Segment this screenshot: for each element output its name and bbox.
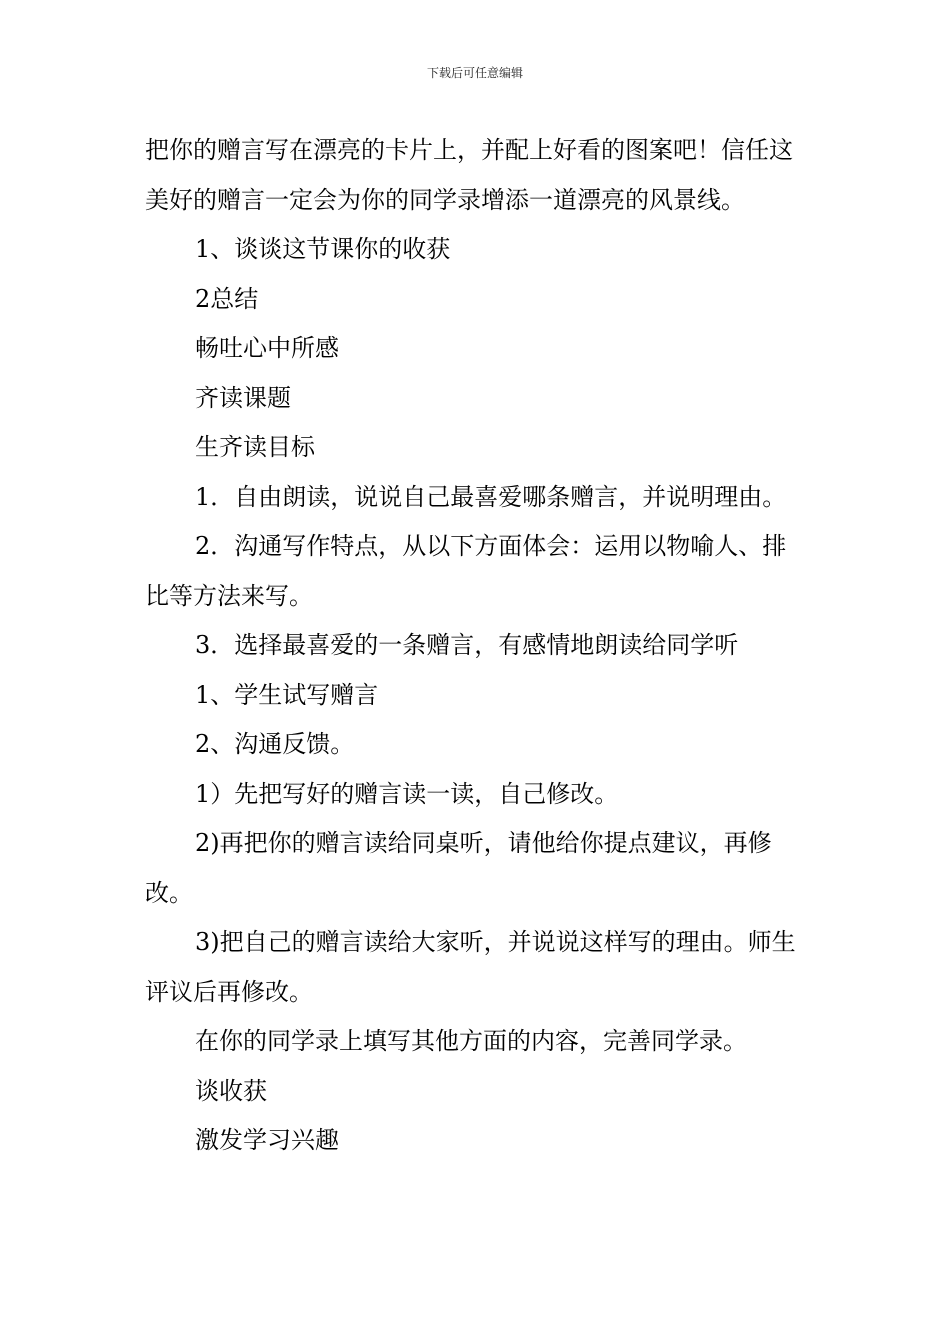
paragraph: 齐读课题 bbox=[195, 383, 291, 412]
paragraph: 激发学习兴趣 bbox=[195, 1126, 339, 1154]
paragraph: 3)把自己的赠言读给大家听，并说说这样写的理由。师生评议后再修改。 bbox=[145, 928, 796, 1006]
paragraph: 在你的同学录上填写其他方面的内容，完善同学录。 bbox=[195, 1027, 747, 1055]
document-body bbox=[145, 126, 810, 1166]
paragraph: 3．选择最喜爱的一条赠言，有感情地朗读给同学听 bbox=[195, 631, 739, 659]
paragraph: 2．沟通写作特点，从以下方面体会：运用以物喻人、排比等方法来写。 bbox=[145, 532, 787, 610]
paragraph: 2、沟通反馈。 bbox=[195, 730, 355, 758]
paragraph: 把你的赠言写在漂亮的卡片上，并配上好看的图案吧！信任这美好的赠言一定会为你的同学录增添一道漂亮的风景线。 bbox=[145, 136, 793, 214]
paragraph: 2总结 bbox=[195, 284, 259, 313]
paragraph: 1、学生试写赠言 bbox=[195, 680, 379, 709]
paragraph: 2)再把你的赠言读给同桌听，请他给你提点建议，再修改。 bbox=[145, 829, 772, 907]
paragraph: 1．自由朗读，说说自己最喜爱哪条赠言，并说明理由。 bbox=[195, 482, 787, 511]
paragraph: 生齐读目标 bbox=[195, 433, 315, 461]
paragraph: 谈收获 bbox=[195, 1076, 267, 1105]
header-note: 下载后可任意编辑 bbox=[426, 66, 523, 80]
paragraph: 1、谈谈这节课你的收获 bbox=[195, 235, 451, 263]
paragraph: 1）先把写好的赠言读一读，自己修改。 bbox=[195, 779, 619, 808]
paragraph: 畅吐心中所感 bbox=[195, 334, 339, 362]
